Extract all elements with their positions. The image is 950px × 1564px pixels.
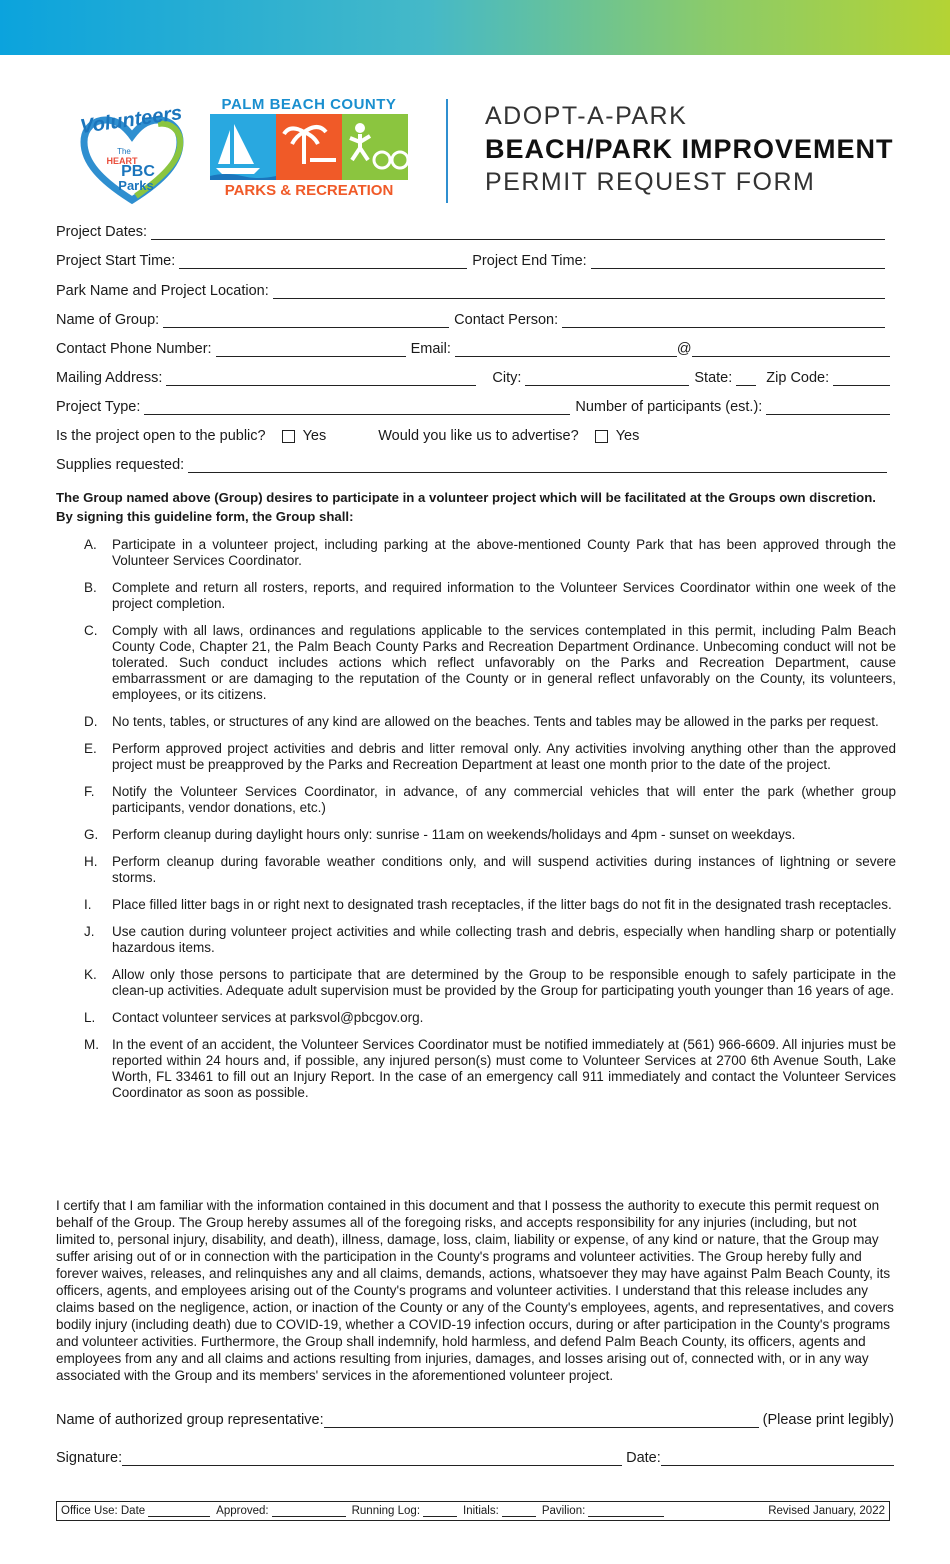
guideline-item: I. Place filled litter bags in or right next to designated trash receptacles, if the litter bags do not fit in the designated trash receptacles.	[84, 897, 892, 912]
project-type-row	[56, 395, 890, 415]
guideline-item: H. Perform cleanup during favorable weather conditions only, and will suspend activities during instances of lightning or severe storms.	[84, 854, 896, 885]
mailing-address-field[interactable]	[166, 371, 476, 386]
certification-paragraph: I certify that I am familiar with the information contained in this document and that I possess the authority to execute this permit request on behalf of the Group. The Group hereby assumes all of the foregoing risks, and accepts responsibility for any injuries (including, but not limited to, personal injury, disability, and death), illness, damage, loss, claim, liability or expense, of any kind or nature, that the Group may suffer arising out of or in connection with the participation in the County's programs and volunteer activities. The Group hereby fully and forever waives, releases, and relinquishes any and all claims, demands, actions, whatsoever they may have against Palm Beach County, its officers, agents, and employees arising out of the County's programs and volunteer activities. I understand that this release includes any claims based on the negligence, action, or inaction of the County or any of the County's employees, agents, and representatives, and covers bodily injury (including death) due to COVID-19, whether a COVID-19 infection occurs, during or after participation in the County's programs and volunteer activities. Furthermore, the Group shall indemnify, hold harmless, and defend Palm Beach County, its officers, agents and employees from any and all claims and actions resulting from injuries, damages, and losses arising out of, connected with, or in any way associated with the Group and its members' services in the aforementioned volunteer project.	[56, 1198, 894, 1383]
header-gradient-bar	[0, 0, 950, 55]
representative-row	[56, 1412, 894, 1428]
svg-text:PBC: PBC	[121, 163, 155, 180]
advertise-checkbox[interactable]	[595, 430, 608, 443]
guideline-item: L. Contact volunteer services at parksvol@pbcgov.org.	[84, 1010, 424, 1025]
guideline-item: C. Comply with all laws, ordinances and regulations applicable to the services contemplated in this permit, including Palm Beach County Code, Chapter 21, the Palm Beach County Parks and Recreation Department Ordinance. Unbecoming conduct will not be tolerated. Such conduct includes actions which reflect unfavorably on the Parks and Recreation Department, cause embarrassment or are damaging to the reputation of the County or in general reflect unfavorably on the County, its volunteers, employees, or its citizens.	[84, 623, 896, 702]
guideline-item: J. Use caution during volunteer project activities and while collecting trash and debris, especially when handling sharp or potentially hazardous items.	[84, 924, 896, 955]
parks-logo-bottom-text: PARKS & RECREATION	[224, 182, 394, 199]
group-name-label: Name of Group:	[56, 312, 160, 328]
parks-logo-top-text: PALM BEACH COUNTY	[221, 96, 397, 113]
email-label: Email:	[410, 341, 451, 357]
title-line-2: BEACH/PARK IMPROVEMENT	[485, 134, 894, 164]
guideline-item: B. Complete and return all rosters, reports, and required information to the Volunteer Services Coordinator within one week of the project completion.	[84, 580, 896, 611]
open-public-yes-label: Yes	[302, 428, 327, 444]
supplies-field[interactable]	[188, 458, 887, 473]
phone-field[interactable]	[216, 342, 406, 357]
group-row	[56, 308, 890, 328]
mailing-row	[56, 366, 890, 386]
email-user-field[interactable]	[455, 342, 677, 357]
office-running-log-label: Running Log:	[351, 1505, 421, 1517]
email-domain-field[interactable]	[692, 342, 890, 357]
project-type-field[interactable]	[144, 400, 570, 415]
date-label: Date:	[626, 1450, 661, 1466]
project-type-label: Project Type:	[56, 399, 141, 415]
phone-label: Contact Phone Number:	[56, 341, 212, 357]
office-approved-label: Approved:	[216, 1505, 269, 1517]
representative-label: Name of authorized group representative:	[56, 1412, 324, 1428]
title-line-3: PERMIT REQUEST FORM	[485, 168, 816, 196]
advertise-yes-label: Yes	[615, 428, 640, 444]
office-initials-label: Initials:	[463, 1505, 499, 1517]
svg-text:HEART: HEART	[106, 156, 138, 166]
office-pavilion-field[interactable]	[588, 1506, 664, 1517]
open-public-checkbox[interactable]	[282, 430, 295, 443]
zip-label: Zip Code:	[766, 370, 830, 386]
guideline-item: M. In the event of an accident, the Volunteer Services Coordinator must be notified immediately at (561) 966-6609. All injuries must be reported within 24 hours and, if possible, any injured person(s) must come to Volunteer Services at 2700 6th Avenue South, Lake Worth, FL 33461 to fill out an Injury Report. In the case of an emergency call 911 immediately and contact the Volunteer Services Coordinator as soon as possible.	[84, 1037, 896, 1100]
project-dates-label: Project Dates:	[56, 224, 148, 240]
office-initials-field[interactable]	[502, 1506, 536, 1517]
guidelines-intro: The Group named above (Group) desires to participate in a volunteer project which will be facilitated at the Groups own discretion. By signing this guideline form, the Group shall:	[56, 490, 876, 524]
project-time-row	[56, 249, 890, 269]
guideline-item: D. No tents, tables, or structures of any kind are allowed on the beaches. Tents and tables may be allowed in the parks per request.	[84, 714, 879, 729]
supplies-label: Supplies requested:	[56, 457, 185, 473]
contact-person-label: Contact Person:	[454, 312, 559, 328]
project-dates-row	[56, 220, 890, 240]
guideline-item: E. Perform approved project activities and debris and litter removal only. Any activities involving anything other than the approved project must be preapproved by the Parks and Recreation Department at least one month prior to the date of the project.	[84, 741, 896, 772]
office-use-box	[56, 1501, 890, 1521]
svg-text:The: The	[117, 147, 131, 156]
park-location-label: Park Name and Project Location:	[56, 283, 269, 299]
date-field[interactable]	[661, 1451, 894, 1466]
signature-field[interactable]	[122, 1451, 622, 1466]
print-legibly-note: (Please print legibly)	[762, 1412, 894, 1428]
city-field[interactable]	[525, 371, 689, 386]
office-date-field[interactable]	[148, 1506, 210, 1517]
open-public-label: Is the project open to the public?	[56, 428, 266, 444]
parks-recreation-logo	[208, 96, 410, 204]
contact-row	[56, 337, 890, 357]
contact-person-field[interactable]	[562, 313, 885, 328]
revised-date: Revised January, 2022	[768, 1505, 885, 1517]
guideline-item: A. Participate in a volunteer project, including parking at the above-mentioned County Park that has been approved through the Volunteer Services Coordinator.	[84, 537, 896, 568]
guideline-item: G. Perform cleanup during daylight hours only: sunrise - 11am on weekends/holidays and 4pm - sunset on weekdays.	[84, 827, 796, 842]
group-name-field[interactable]	[163, 313, 449, 328]
representative-field[interactable]	[324, 1413, 759, 1428]
guidelines-list	[56, 537, 896, 1112]
svg-text:Volunteers: Volunteers	[78, 102, 184, 139]
start-time-label: Project Start Time:	[56, 253, 176, 269]
office-pavilion-label: Pavilion:	[541, 1505, 586, 1517]
supplies-row	[56, 453, 890, 473]
signature-row	[56, 1450, 894, 1466]
office-running-log-field[interactable]	[423, 1506, 457, 1517]
email-at-sign: @	[676, 341, 692, 357]
advertise-label: Would you like us to advertise?	[378, 428, 579, 444]
zip-field[interactable]	[833, 371, 890, 386]
office-approved-field[interactable]	[272, 1506, 346, 1517]
park-location-field[interactable]	[273, 284, 885, 299]
parks-logo-graphic	[210, 114, 408, 180]
mailing-address-label: Mailing Address:	[56, 370, 163, 386]
volunteers-logo	[70, 96, 194, 206]
start-time-field[interactable]	[179, 254, 467, 269]
state-label: State:	[694, 370, 733, 386]
end-time-field[interactable]	[591, 254, 885, 269]
public-advertise-row	[56, 424, 890, 444]
guideline-item: F. Notify the Volunteer Services Coordinator, in advance, of any commercial vehicles that will enter the park (whether group participants, vendor donations, etc.)	[84, 784, 896, 815]
park-location-row	[56, 279, 890, 299]
city-label: City:	[492, 370, 522, 386]
project-dates-field[interactable]	[151, 225, 885, 240]
title-line-1: ADOPT-A-PARK	[485, 102, 688, 130]
header-divider	[446, 99, 448, 203]
participants-label: Number of participants (est.):	[575, 399, 763, 415]
office-date-label: Office Use: Date	[61, 1505, 146, 1517]
signature-label: Signature:	[56, 1450, 123, 1466]
end-time-label: Project End Time:	[472, 253, 587, 269]
guideline-item: K. Allow only those persons to participate that are determined by the Group to be responsible enough to safely participate in the clean-up activities. Adequate adult supervision must be provided by the Group for participating youth younger than 16 years of age.	[84, 967, 896, 998]
participants-field[interactable]	[766, 400, 890, 415]
svg-text:Parks: Parks	[118, 178, 154, 193]
state-field[interactable]	[736, 371, 756, 386]
